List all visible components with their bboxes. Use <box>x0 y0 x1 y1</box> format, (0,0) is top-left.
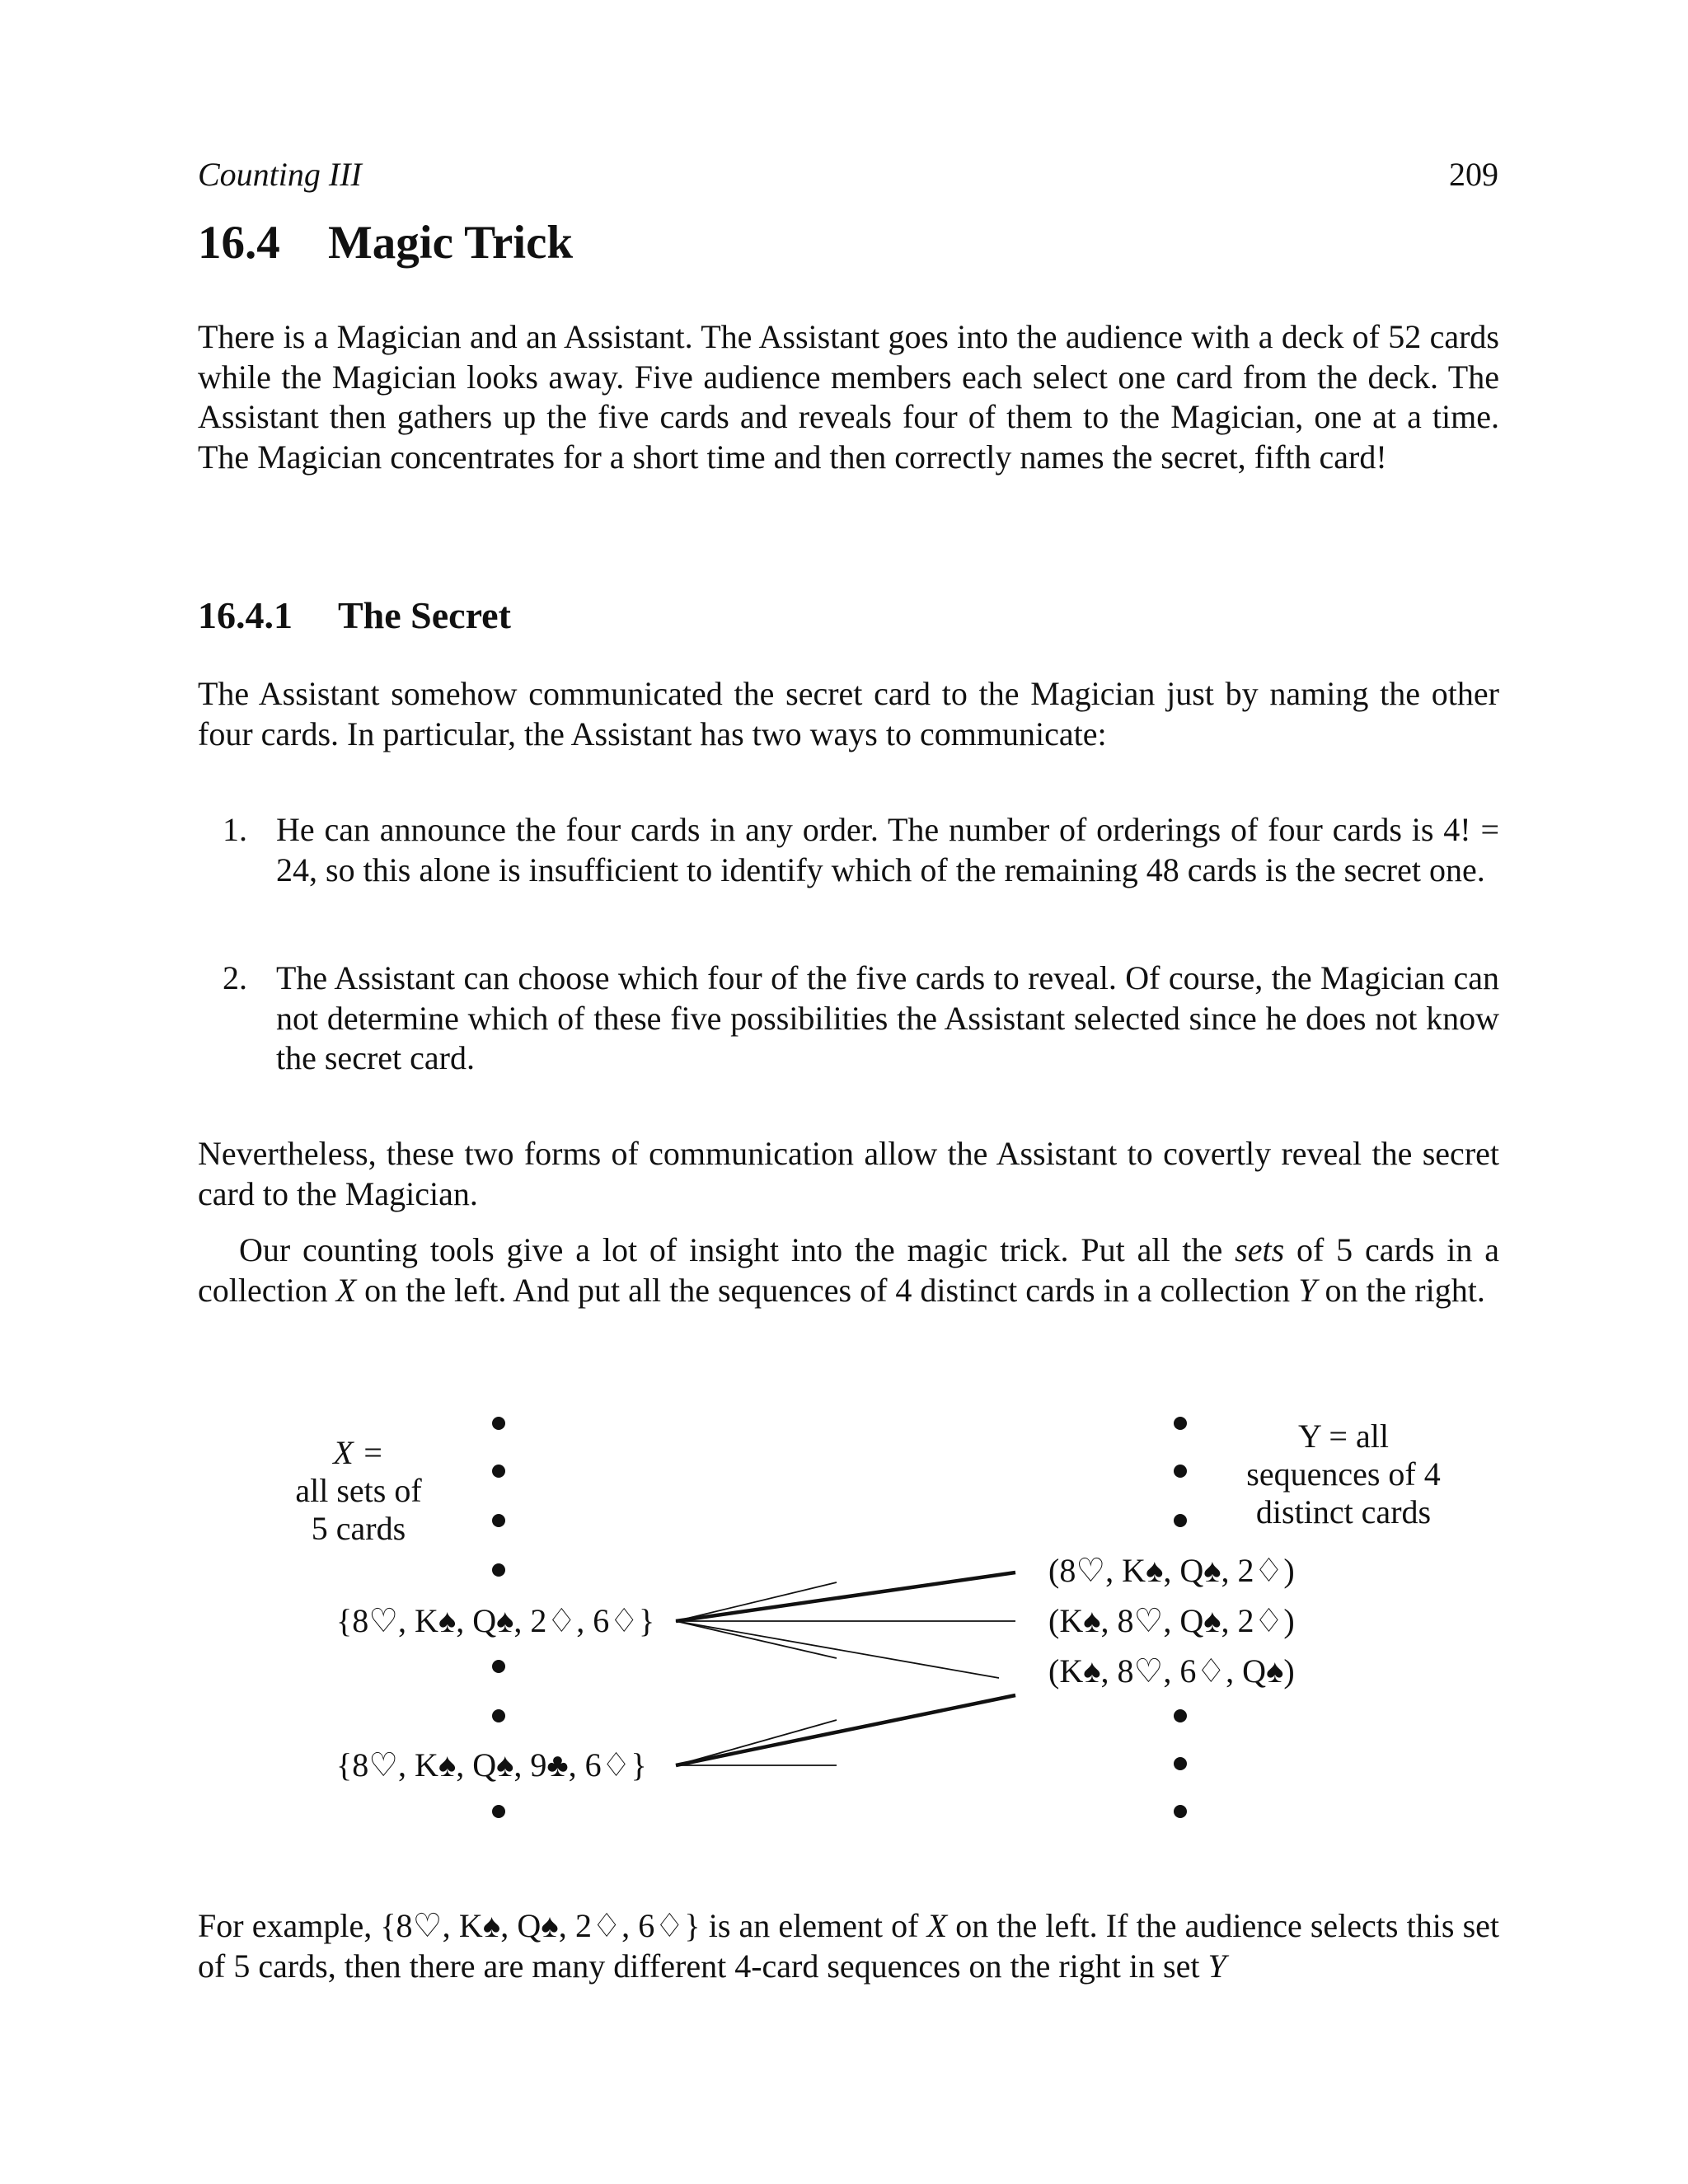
math-x: X <box>926 1907 948 1944</box>
emphasis-sets: sets <box>1235 1231 1285 1268</box>
subsection-number: 16.4.1 <box>198 594 293 636</box>
dot <box>492 1514 505 1527</box>
label-line: all sets of <box>295 1472 422 1509</box>
edge <box>676 1621 999 1678</box>
label-line: Y = all <box>1298 1418 1389 1455</box>
label-line: 5 cards <box>311 1510 406 1547</box>
tools-text: on the right. <box>1316 1271 1485 1309</box>
example-text: is an element of <box>700 1907 927 1944</box>
right-collection-label <box>1220 1418 1467 1531</box>
dot <box>492 1709 505 1722</box>
list-item-text: The Assistant can choose which four of the five cards to reveal. Of course, the Magician can not determine which of these five possibilities the Assistant selected since he does not know the secret card. <box>276 959 1499 1076</box>
section-number: 16.4 <box>198 217 280 269</box>
intro-paragraph: There is a Magician and an Assistant. The Assistant goes into the audience with a deck of 52 cards while the Magician looks away. Five audience members each select one card from the deck. The Assistant then gathers up the five cards and reveals four of them to the Magician, one at a time. The Magician concentrates for a short time and then correctly names the secret, fifth card! <box>198 318 1499 476</box>
tools-text: Our counting tools give a lot of insight into the magic trick. Put all the <box>239 1231 1236 1268</box>
fan-lines-set-1 <box>676 1572 1015 1678</box>
math-y: Y <box>1298 1271 1317 1309</box>
dot <box>1174 1417 1187 1430</box>
edge <box>676 1572 1015 1621</box>
list-marker: 1. <box>223 811 247 848</box>
left-collection-label <box>272 1434 445 1548</box>
label-line: sequences of 4 <box>1246 1455 1441 1493</box>
right-seq-1: (8♡, K♠, Q♠, 2♢) <box>1048 1552 1295 1589</box>
example-text: For example, <box>198 1907 381 1944</box>
list-item-text: He can announce the four cards in any order. The number of orderings of four cards is 4! = 24, so this alone is insufficient to identify which of the remaining 48 cards is the secret one. <box>276 811 1499 888</box>
dot <box>492 1660 505 1673</box>
nevertheless-paragraph: Nevertheless, these two forms of communication allow the Assistant to covertly reveal the secret card to the Magician. <box>198 1135 1499 1212</box>
right-seq-3: (K♠, 8♡, 6♢, Q♠) <box>1048 1652 1295 1690</box>
section-title: Magic Trick <box>328 217 574 269</box>
list-marker: 2. <box>223 959 247 996</box>
edge <box>676 1695 1015 1765</box>
dot <box>1174 1757 1187 1770</box>
math-x: X <box>335 1271 357 1309</box>
left-set-2: {8♡, K♠, Q♠, 9♣, 6♢} <box>336 1746 647 1783</box>
tools-text: on the left. And put all the sequences of 4 distinct cards in a collection <box>356 1271 1299 1309</box>
right-seq-2: (K♠, 8♡, Q♠, 2♢) <box>1048 1602 1295 1639</box>
label-line: distinct cards <box>1255 1493 1432 1530</box>
subsection-title: The Secret <box>338 594 511 636</box>
label-line: X = <box>333 1434 384 1471</box>
dot <box>492 1465 505 1478</box>
left-set-1: {8♡, K♠, Q♠, 2♢, 6♢} <box>336 1602 655 1639</box>
math-set: {8♡, K♠, Q♠, 2♢, 6♢} <box>380 1907 701 1944</box>
dot <box>1174 1709 1187 1722</box>
running-title: Counting III <box>198 156 362 193</box>
dot <box>492 1417 505 1430</box>
tools-text: of 5 cards in a collection <box>198 1231 1499 1309</box>
math-y: Y <box>1207 1947 1226 1985</box>
dot <box>1174 1465 1187 1478</box>
example-paragraph <box>198 1906 1499 1986</box>
dot <box>492 1563 505 1577</box>
dot <box>492 1805 505 1818</box>
dot <box>1174 1514 1187 1527</box>
example-text: on the left. If the audience selects this set of 5 cards, then there are many different 4-card sequences on the right in set <box>198 1907 1500 1985</box>
page-number: 209 <box>1449 156 1498 193</box>
secret-paragraph: The Assistant somehow communicated the secret card to the Magician just by naming the other four cards. In particular, the Assistant has two ways to communicate: <box>198 675 1499 752</box>
dot <box>1174 1805 1187 1818</box>
fan-lines-set-2 <box>676 1695 1015 1765</box>
edge <box>676 1621 837 1658</box>
